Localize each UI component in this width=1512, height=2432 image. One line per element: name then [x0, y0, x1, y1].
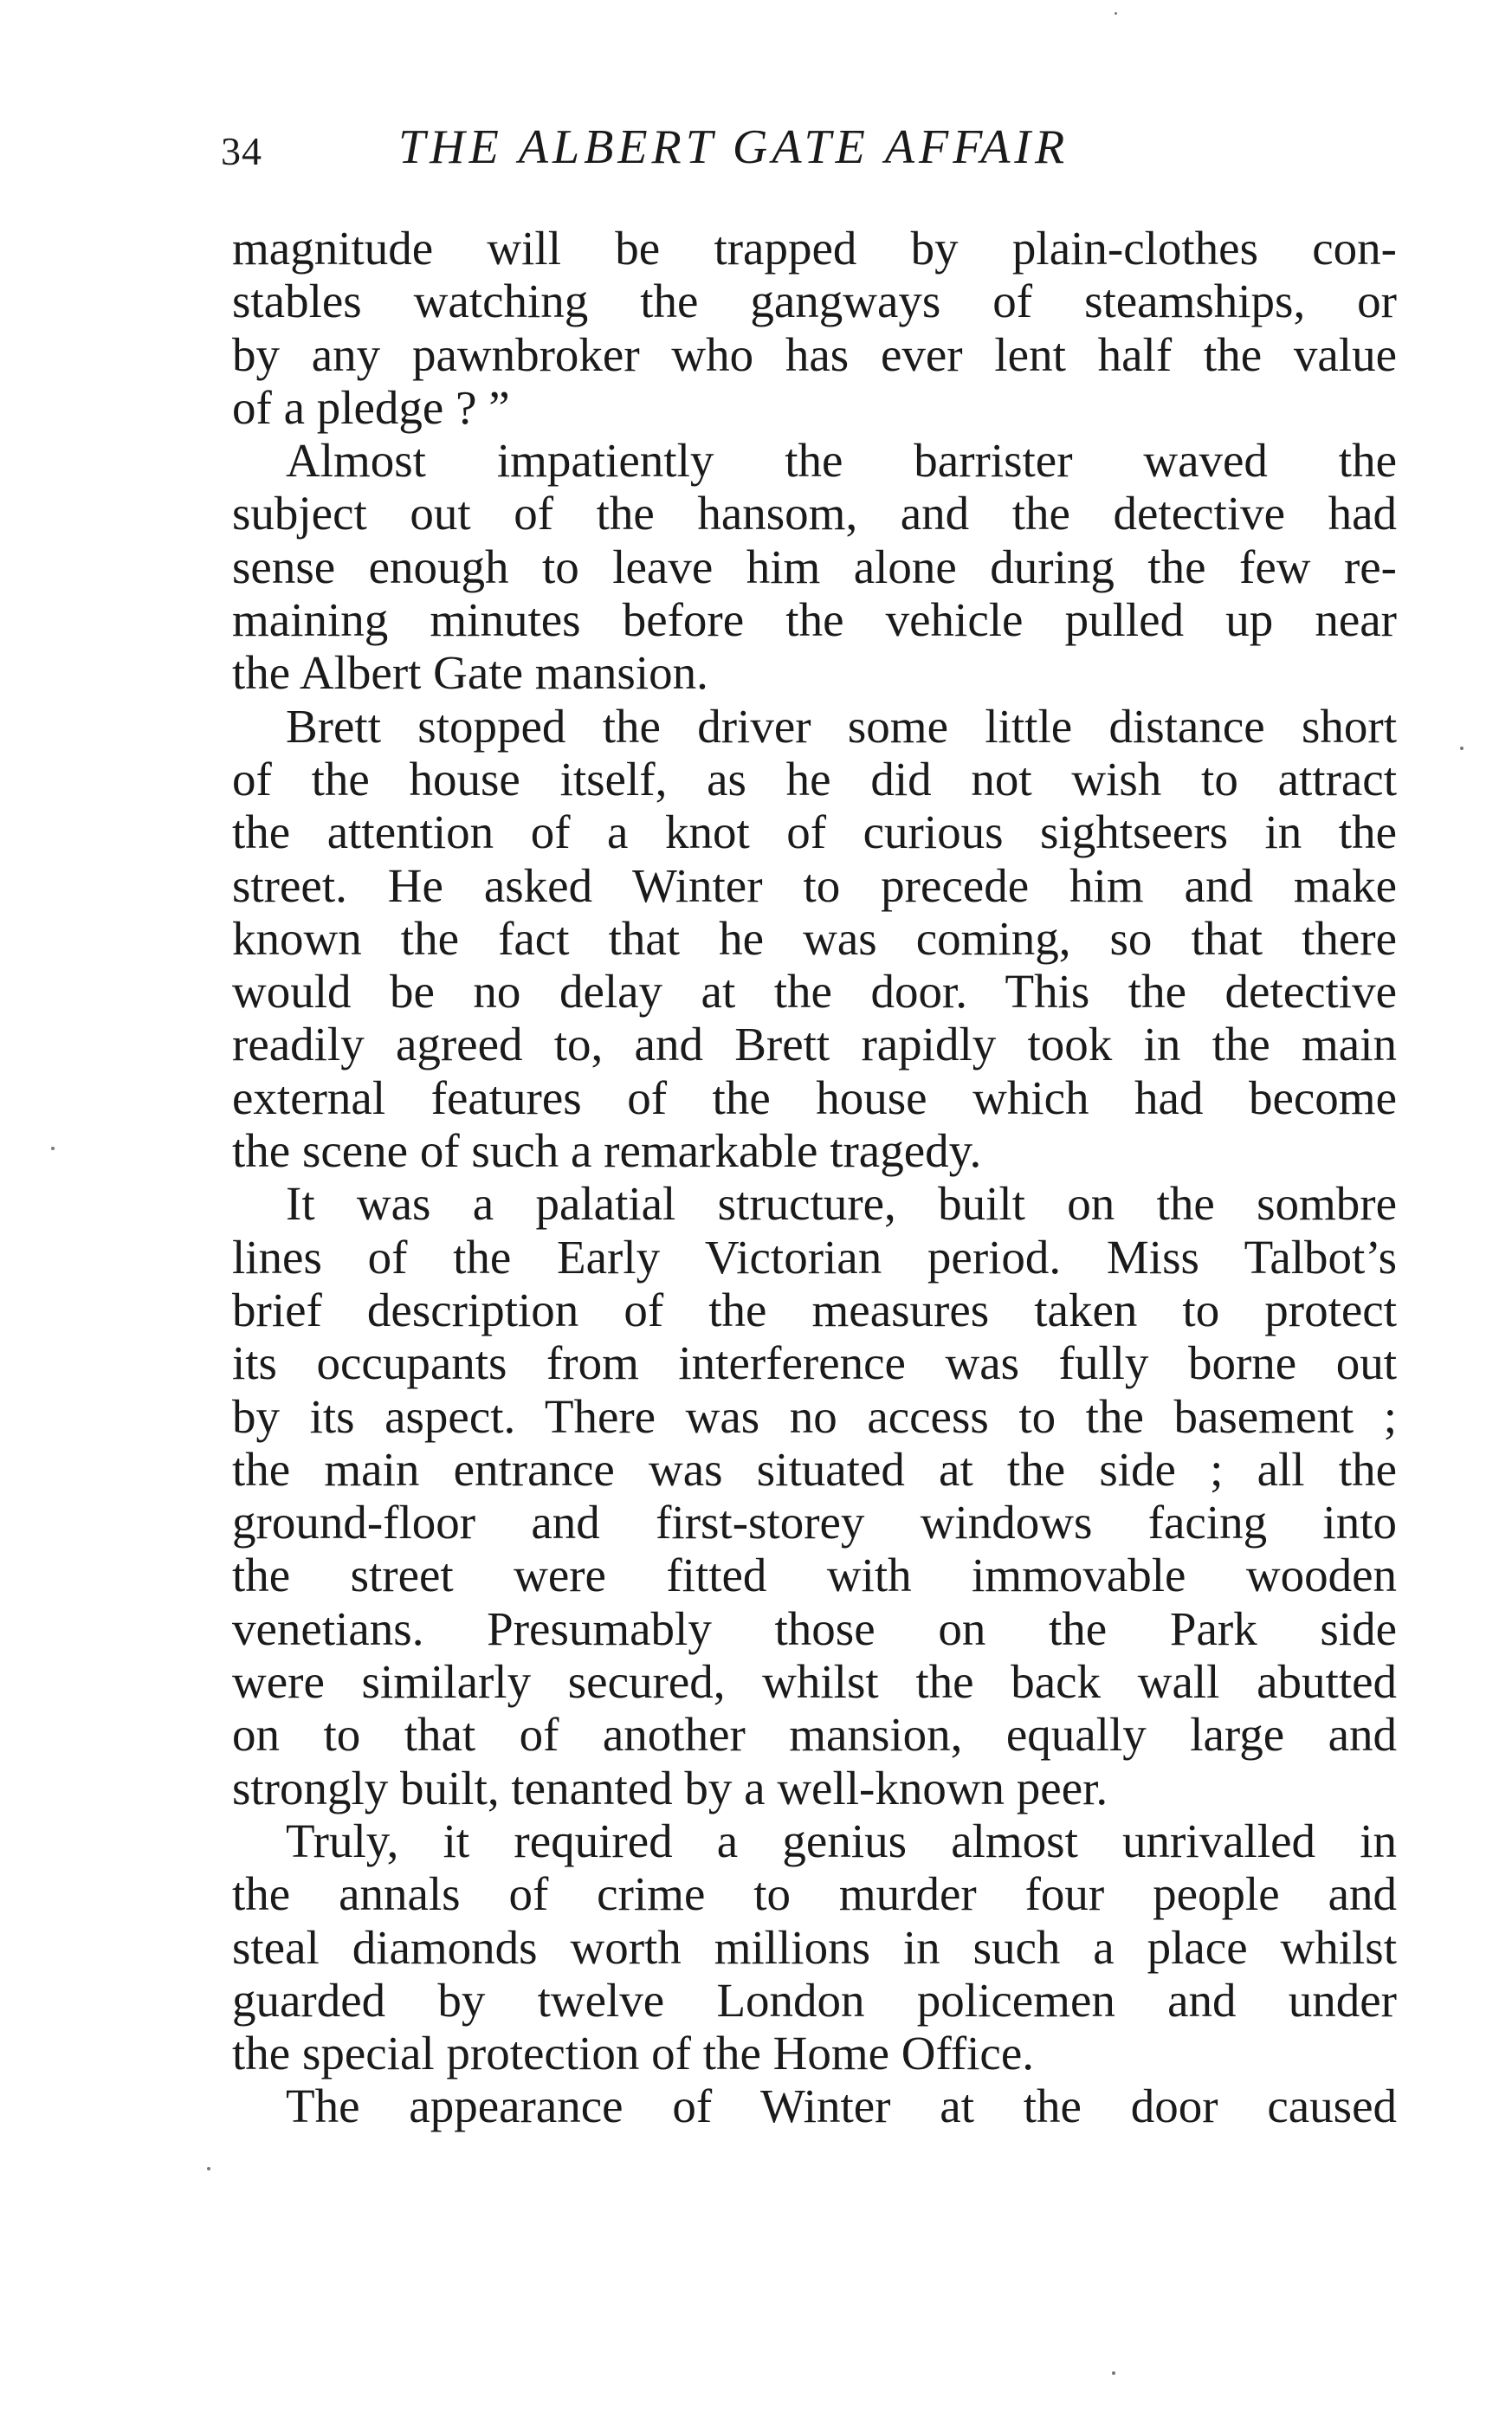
- text-line: guarded by twelve London policemen and under: [232, 1973, 1397, 2027]
- text-line: magnitude will be trapped by plain-clothes con-: [232, 222, 1397, 275]
- text-line: the annals of crime to murder four people and: [232, 1867, 1397, 1921]
- text-line: the scene of such a remarkable tragedy.: [232, 1124, 982, 1178]
- paragraph: [232, 222, 1397, 434]
- text-line: The appearance of Winter at the door caused: [286, 2079, 1397, 2133]
- text-line: Almost impatiently the barrister waved the: [286, 434, 1397, 488]
- text-line: venetians. Presumably those on the Park side: [232, 1601, 1397, 1655]
- text-line: known the fact that he was coming, so that there: [232, 911, 1397, 965]
- text-line: the main entrance was situated at the side ; all the: [232, 1442, 1397, 1496]
- text-line: brief description of the measures taken to protect: [232, 1283, 1397, 1336]
- text-line: Brett stopped the driver some little distance short: [286, 699, 1397, 753]
- text-line: its occupants from interference was fully borne out: [232, 1336, 1397, 1390]
- paper-speck: [207, 2167, 210, 2170]
- paragraph: [232, 700, 1397, 1178]
- text-line: maining minutes before the vehicle pulled up near: [232, 593, 1397, 647]
- text-line: subject out of the hansom, and the detective had: [232, 487, 1397, 540]
- text-line: of a pledge ? ”: [232, 380, 510, 434]
- text-line: of the house itself, as he did not wish to attract: [232, 752, 1397, 805]
- text-line: external features of the house which had become: [232, 1070, 1397, 1124]
- text-line: were similarly secured, whilst the back wall abutted: [232, 1655, 1397, 1709]
- page-number: 34: [221, 129, 262, 173]
- text-line: strongly built, tenanted by a well-known peer.: [232, 1761, 1108, 1814]
- text-line: stables watching the gangways of steamships, or: [232, 275, 1397, 328]
- paragraph: [232, 434, 1397, 699]
- paper-speck: [1460, 747, 1464, 750]
- body-text: [232, 222, 1397, 2133]
- text-line: the attention of a knot of curious sightseers in the: [232, 805, 1397, 859]
- text-line: street. He asked Winter to precede him and make: [232, 858, 1397, 912]
- paragraph: [232, 1814, 1397, 2079]
- paper-speck: [1115, 12, 1117, 15]
- paragraph: [232, 2079, 1397, 2132]
- text-line: sense enough to leave him alone during the few re-: [232, 540, 1397, 593]
- text-line: ground-floor and first-storey windows facing into: [232, 1496, 1397, 1549]
- text-line: lines of the Early Victorian period. Miss Talbot’s: [232, 1230, 1397, 1284]
- paper-speck: [51, 1147, 55, 1150]
- text-line: the Albert Gate mansion.: [232, 646, 708, 700]
- text-line: on to that of another mansion, equally large and: [232, 1708, 1397, 1762]
- text-line: Truly, it required a genius almost unrivalled in: [286, 1814, 1397, 1867]
- paper-speck: [1112, 2371, 1115, 2375]
- text-line: would be no delay at the door. This the detective: [232, 965, 1397, 1019]
- text-line: by its aspect. There was no access to the basement ;: [232, 1389, 1397, 1443]
- running-title: THE ALBERT GATE AFFAIR: [398, 120, 1069, 174]
- text-line: the special protection of the Home Office.: [232, 2027, 1035, 2080]
- text-line: steal diamonds worth millions in such a place whilst: [232, 1920, 1397, 1974]
- text-line: It was a palatial structure, built on the sombre: [286, 1177, 1397, 1231]
- text-line: by any pawnbroker who has ever lent half the value: [232, 327, 1397, 381]
- text-line: the street were fitted with immovable wooden: [232, 1549, 1397, 1602]
- text-line: readily agreed to, and Brett rapidly took in the main: [232, 1018, 1397, 1071]
- paragraph: [232, 1177, 1397, 1814]
- running-header: [221, 120, 1399, 180]
